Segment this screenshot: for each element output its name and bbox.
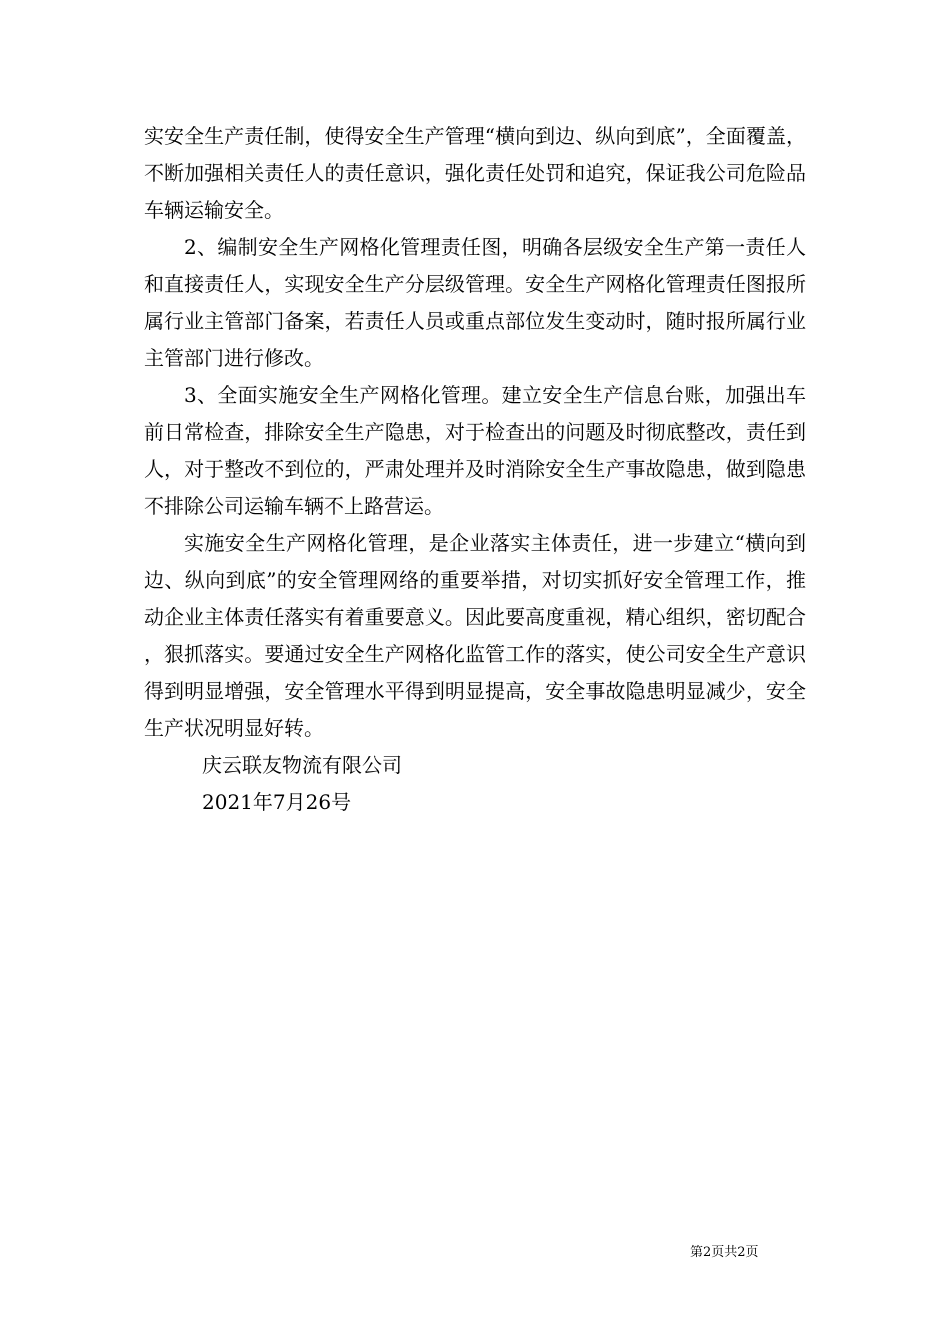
paragraph-conclusion: 实施安全生产网格化管理，是企业落实主体责任，进一步建立“横向到边、纵向到底”的安全管理网络的重要举措，对切实抓好安全管理工作，推动企业主体责任落实有着重要意义。因此要高度重视，精心组织，密切配合，狠抓落实。要通过安全生产网格化监管工作的落实，使公司安全生产意识得到明显增强，安全管理水平得到明显提高，安全事故隐患明显减少，安全生产状况明显好转。 [144, 531, 806, 740]
document-body [144, 118, 806, 821]
paragraph-item-2: 2、编制安全生产网格化管理责任图，明确各层级安全生产第一责任人和直接责任人，实现安全生产分层级管理。安全生产网格化管理责任图报所属行业主管部门备案，若责任人员或重点部位发生变动时，随时报所属行业主管部门进行修改。 [144, 235, 806, 370]
page-number-footer: 第2页共2页 [690, 1245, 759, 1260]
signature-company: 庆云联友物流有限公司 [202, 753, 402, 777]
signature-date: 2021年7月26号 [202, 790, 352, 814]
paragraph-item-3: 3、全面实施安全生产网格化管理。建立安全生产信息台账，加强出车前日常检查，排除安全生产隐患，对于检查出的问题及时彻底整改，责任到人，对于整改不到位的，严肃处理并及时消除安全生产事故隐患，做到隐患不排除公司运输车辆不上路营运。 [144, 383, 806, 518]
paragraph-continued: 实安全生产责任制，使得安全生产管理“横向到边、纵向到底”，全面覆盖，不断加强相关责任人的责任意识，强化责任处罚和追究，保证我公司危险品车辆运输安全。 [144, 124, 806, 222]
